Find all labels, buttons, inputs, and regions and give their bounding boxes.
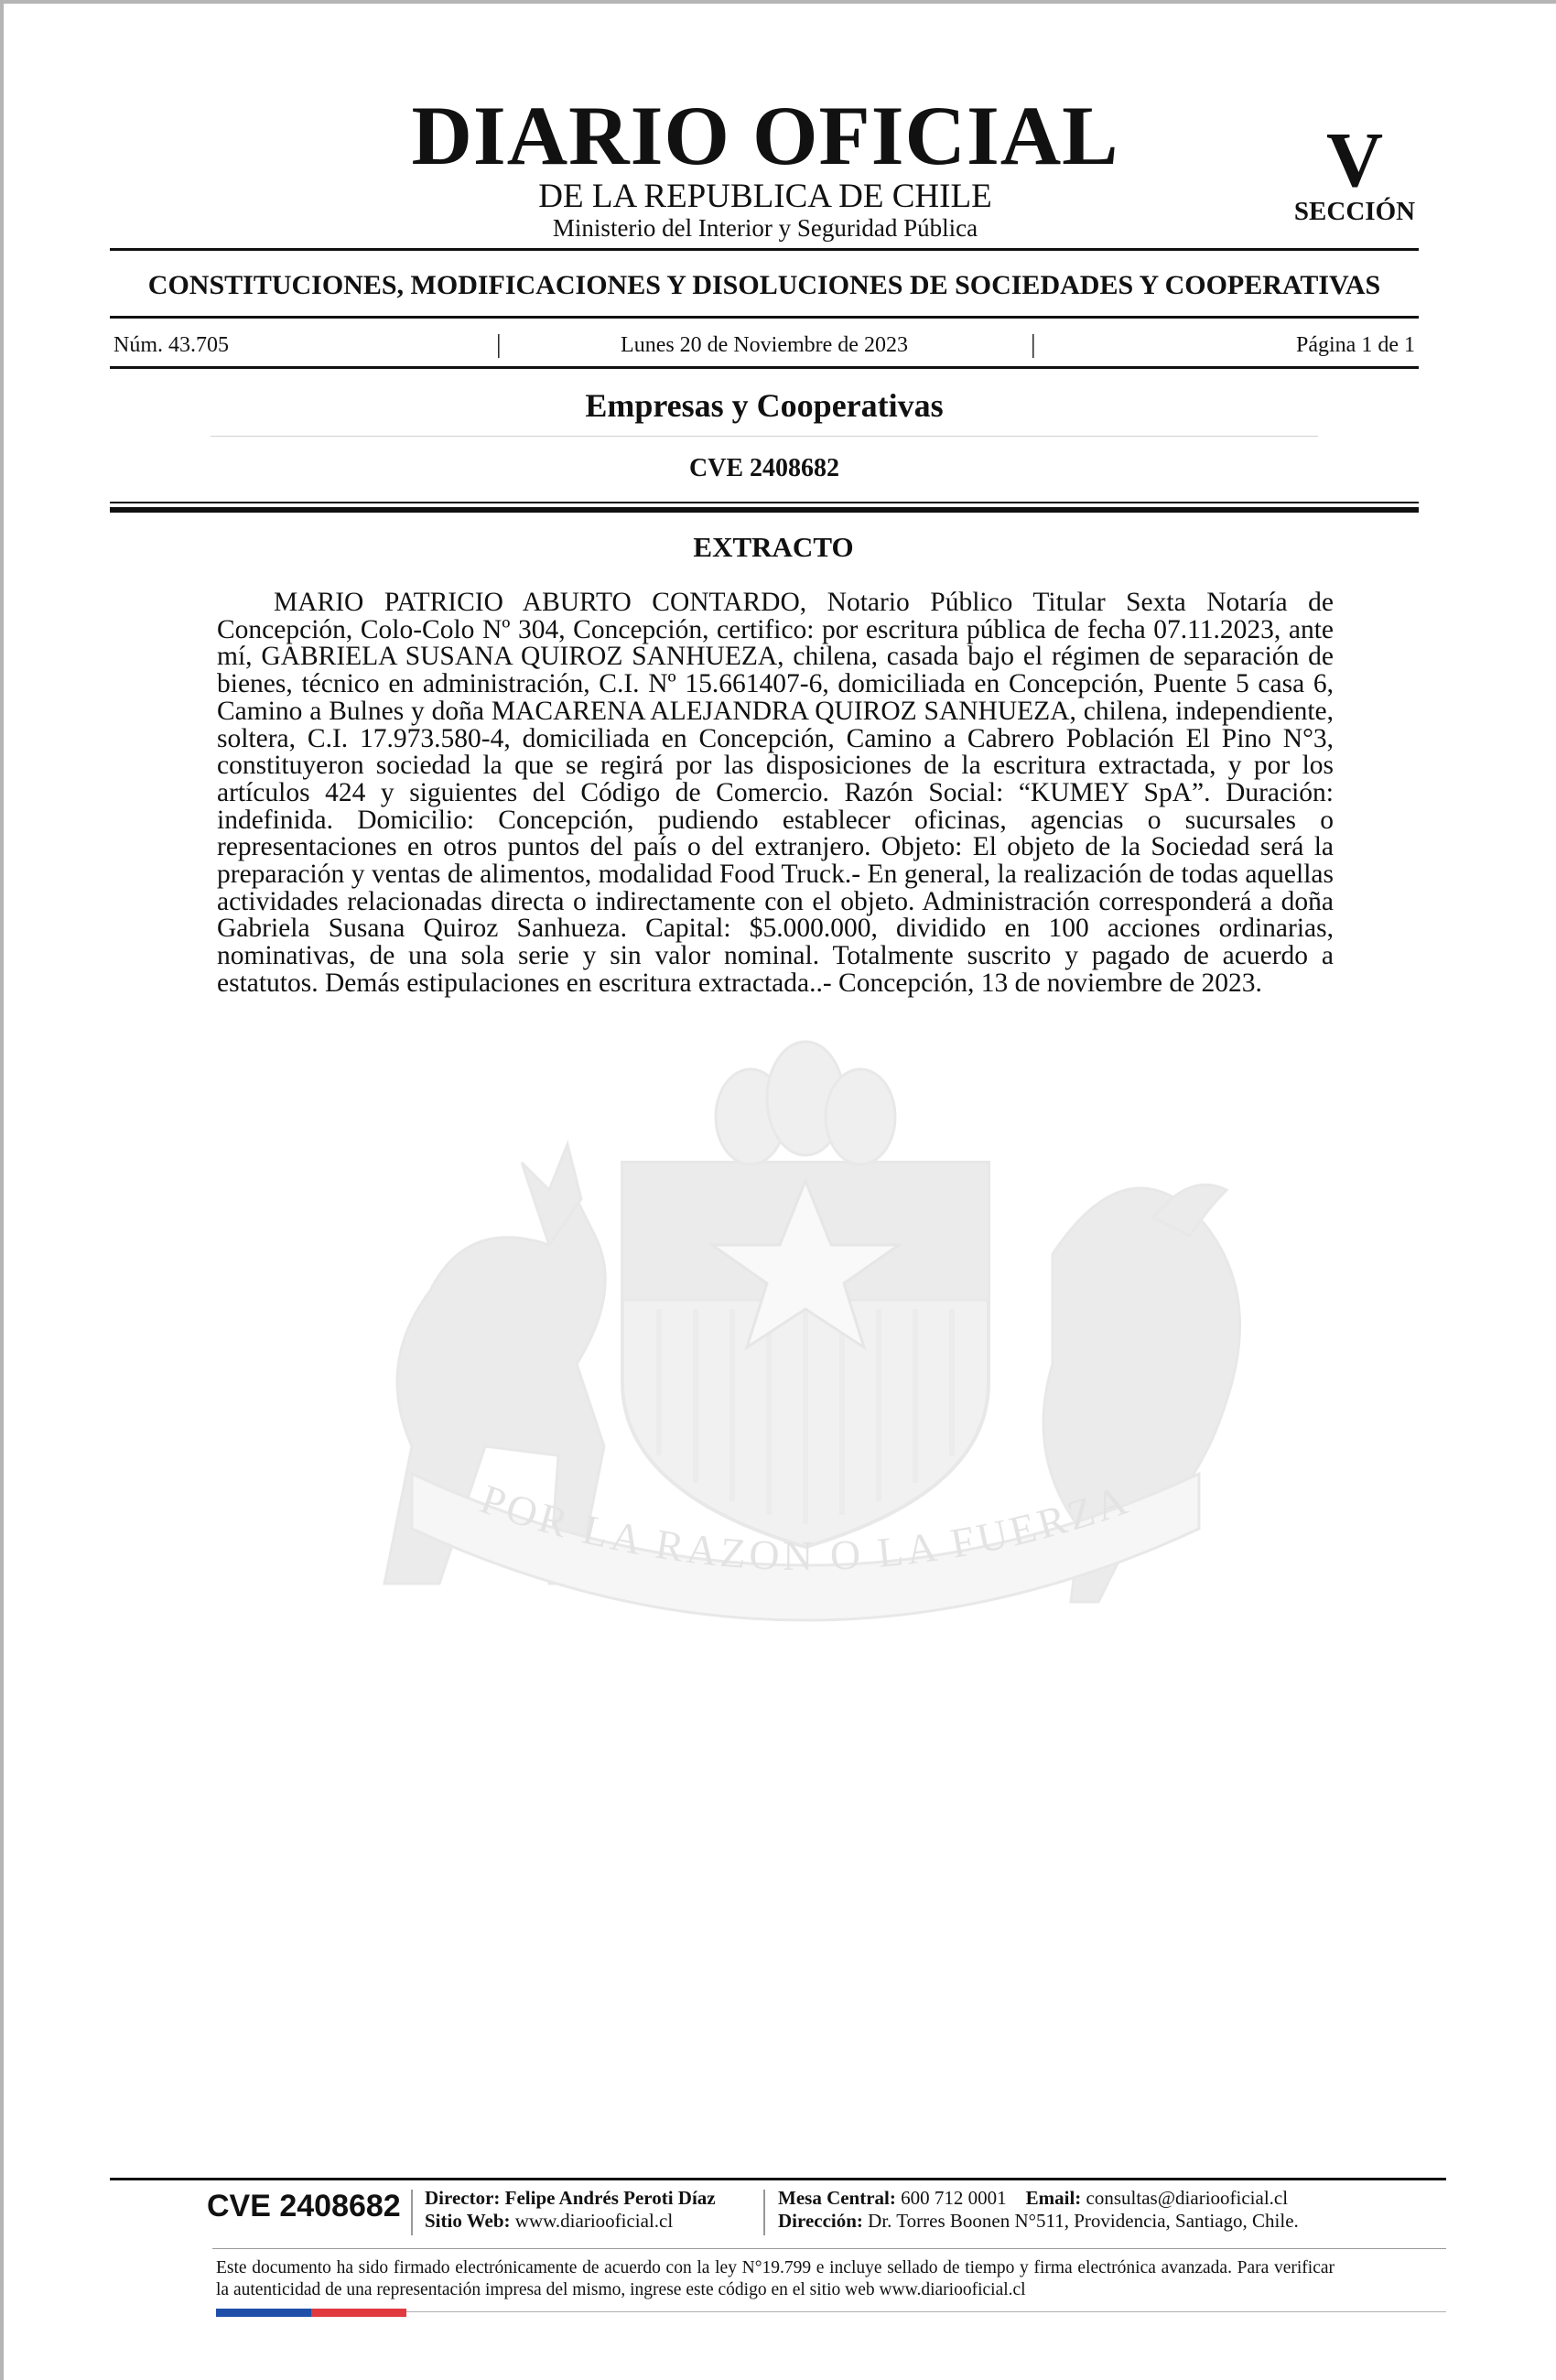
footer-rule [110,2178,1446,2180]
footer-cve-code: CVE 2408682 [207,2189,401,2223]
address-value: Dr. Torres Boonen N°511, Providencia, Santiago, Chile. [868,2210,1299,2232]
section-label: SECCIÓN [1293,197,1416,226]
category-divider [211,436,1318,437]
email-link[interactable]: consultas@diariooficial.cl [1086,2187,1289,2209]
content-rule-top [110,502,1419,503]
issue-date: Lunes 20 de Noviembre de 2023 [621,333,908,357]
cve-code: CVE 2408682 [688,454,840,482]
footer-contact-block [778,2187,1299,2233]
flag-stripe-line [406,2311,1446,2312]
page-border-left [0,0,4,2380]
banner-rule [110,316,1419,319]
flag-stripe-red [311,2309,406,2317]
phone-label: Mesa Central: [778,2187,896,2209]
page-counter: Página 1 de 1 [1296,333,1415,357]
infobar-rule [110,366,1419,369]
flag-stripe-blue [216,2309,311,2317]
site-link[interactable]: www.diariooficial.cl [514,2210,674,2232]
issue-number: Núm. 43.705 [113,333,229,357]
separator: | [1031,330,1036,359]
phone-value: 600 712 0001 [901,2187,1007,2209]
header-rule [110,248,1419,251]
newspaper-title: DIARIO OFICIAL [411,89,1119,182]
coat-of-arms-watermark-icon [275,1016,1336,1675]
footer-director-block [425,2187,716,2233]
motto-text: POR LA RAZON O LA FUERZA [474,1475,1137,1580]
content-rule-bottom [110,507,1419,513]
email-label: Email: [1025,2187,1082,2209]
site-label: Sitio Web: [425,2210,511,2232]
signature-note: Este documento ha sido firmado electrónicamente de acuerdo con la ley N°19.799 e incluye sellado de tiempo y firma electrónica avanzada. Para verificar la autenticidad de una representación impresa del mismo, ingrese este código en el sitio web www.diariooficial.cl [216,2258,1334,2299]
ministry-line: Ministerio del Interior y Seguridad Pública [552,214,978,242]
document-body: MARIO PATRICIO ABURTO CONTARDO, Notario Público Titular Sexta Notaría de Concepción, Colo-Colo Nº 304, Concepción, certifico: por escritura pública de fecha 07.11.2023, ante mí, GABRIELA SUSANA QUIROZ SANHUEZA, chilena, casada bajo el régimen de separación de bienes, técnico en administración, C.I. Nº 15.661407-6, domiciliada en Concepción, Puente 5 casa 6, Camino a Bulnes y doña MACARENA ALEJANDRA QUIROZ SANHUEZA, chilena, independiente, soltera, C.I. 17.973.580-4, domiciliada en Concepción, Camino a Cabrero Población El Pino N°3, constituyeron sociedad la que se regirá por las disposiciones de la escritura extractada, y por los artículos 424 y siguientes del Código de Comercio. Razón Social: “KUMEY SpA”. Duración: indefinida. Domicilio: Concepción, pudiendo establecer oficinas, agencias o sucursales o representaciones en otros puntos del país o del extranjero. Objeto: El objeto de la Sociedad será la preparación y ventas de alimentos, modalidad Food Truck.- En general, la realización de todas aquellas actividades relacionadas directa o indirectamente con el objeto. Administración corresponderá a doña Gabriela Susana Quiroz Sanhueza. Capital: $5.000.000, dividido en 100 acciones ordinarias, nominativas, de una sola serie y sin valor nominal. Totalmente suscrito y pagado de acuerdo a estatutos. Demás estipulaciones en escritura extractada..- Concepción, 13 de noviembre de 2023. [217,588,1334,998]
document-title: EXTRACTO [693,531,854,563]
footer-divider [212,2248,1446,2249]
director-label: Director: [425,2187,501,2209]
category-title: Empresas y Cooperativas [585,387,944,424]
section-indicator [1277,115,1432,226]
section-number: V [1325,115,1384,203]
director-name: Felipe Andrés Peroti Díaz [504,2187,716,2209]
newspaper-subtitle: DE LA REPUBLICA DE CHILE [538,178,992,215]
footer-separator [411,2190,413,2235]
footer-separator [763,2190,765,2235]
issue-info-bar [113,330,1415,361]
address-label: Dirección: [778,2210,863,2232]
separator: | [496,330,502,359]
section-banner: CONSTITUCIONES, MODIFICACIONES Y DISOLUCIONES DE SOCIEDADES Y COOPERATIVAS [147,270,1381,300]
page-border-top [0,0,1556,4]
